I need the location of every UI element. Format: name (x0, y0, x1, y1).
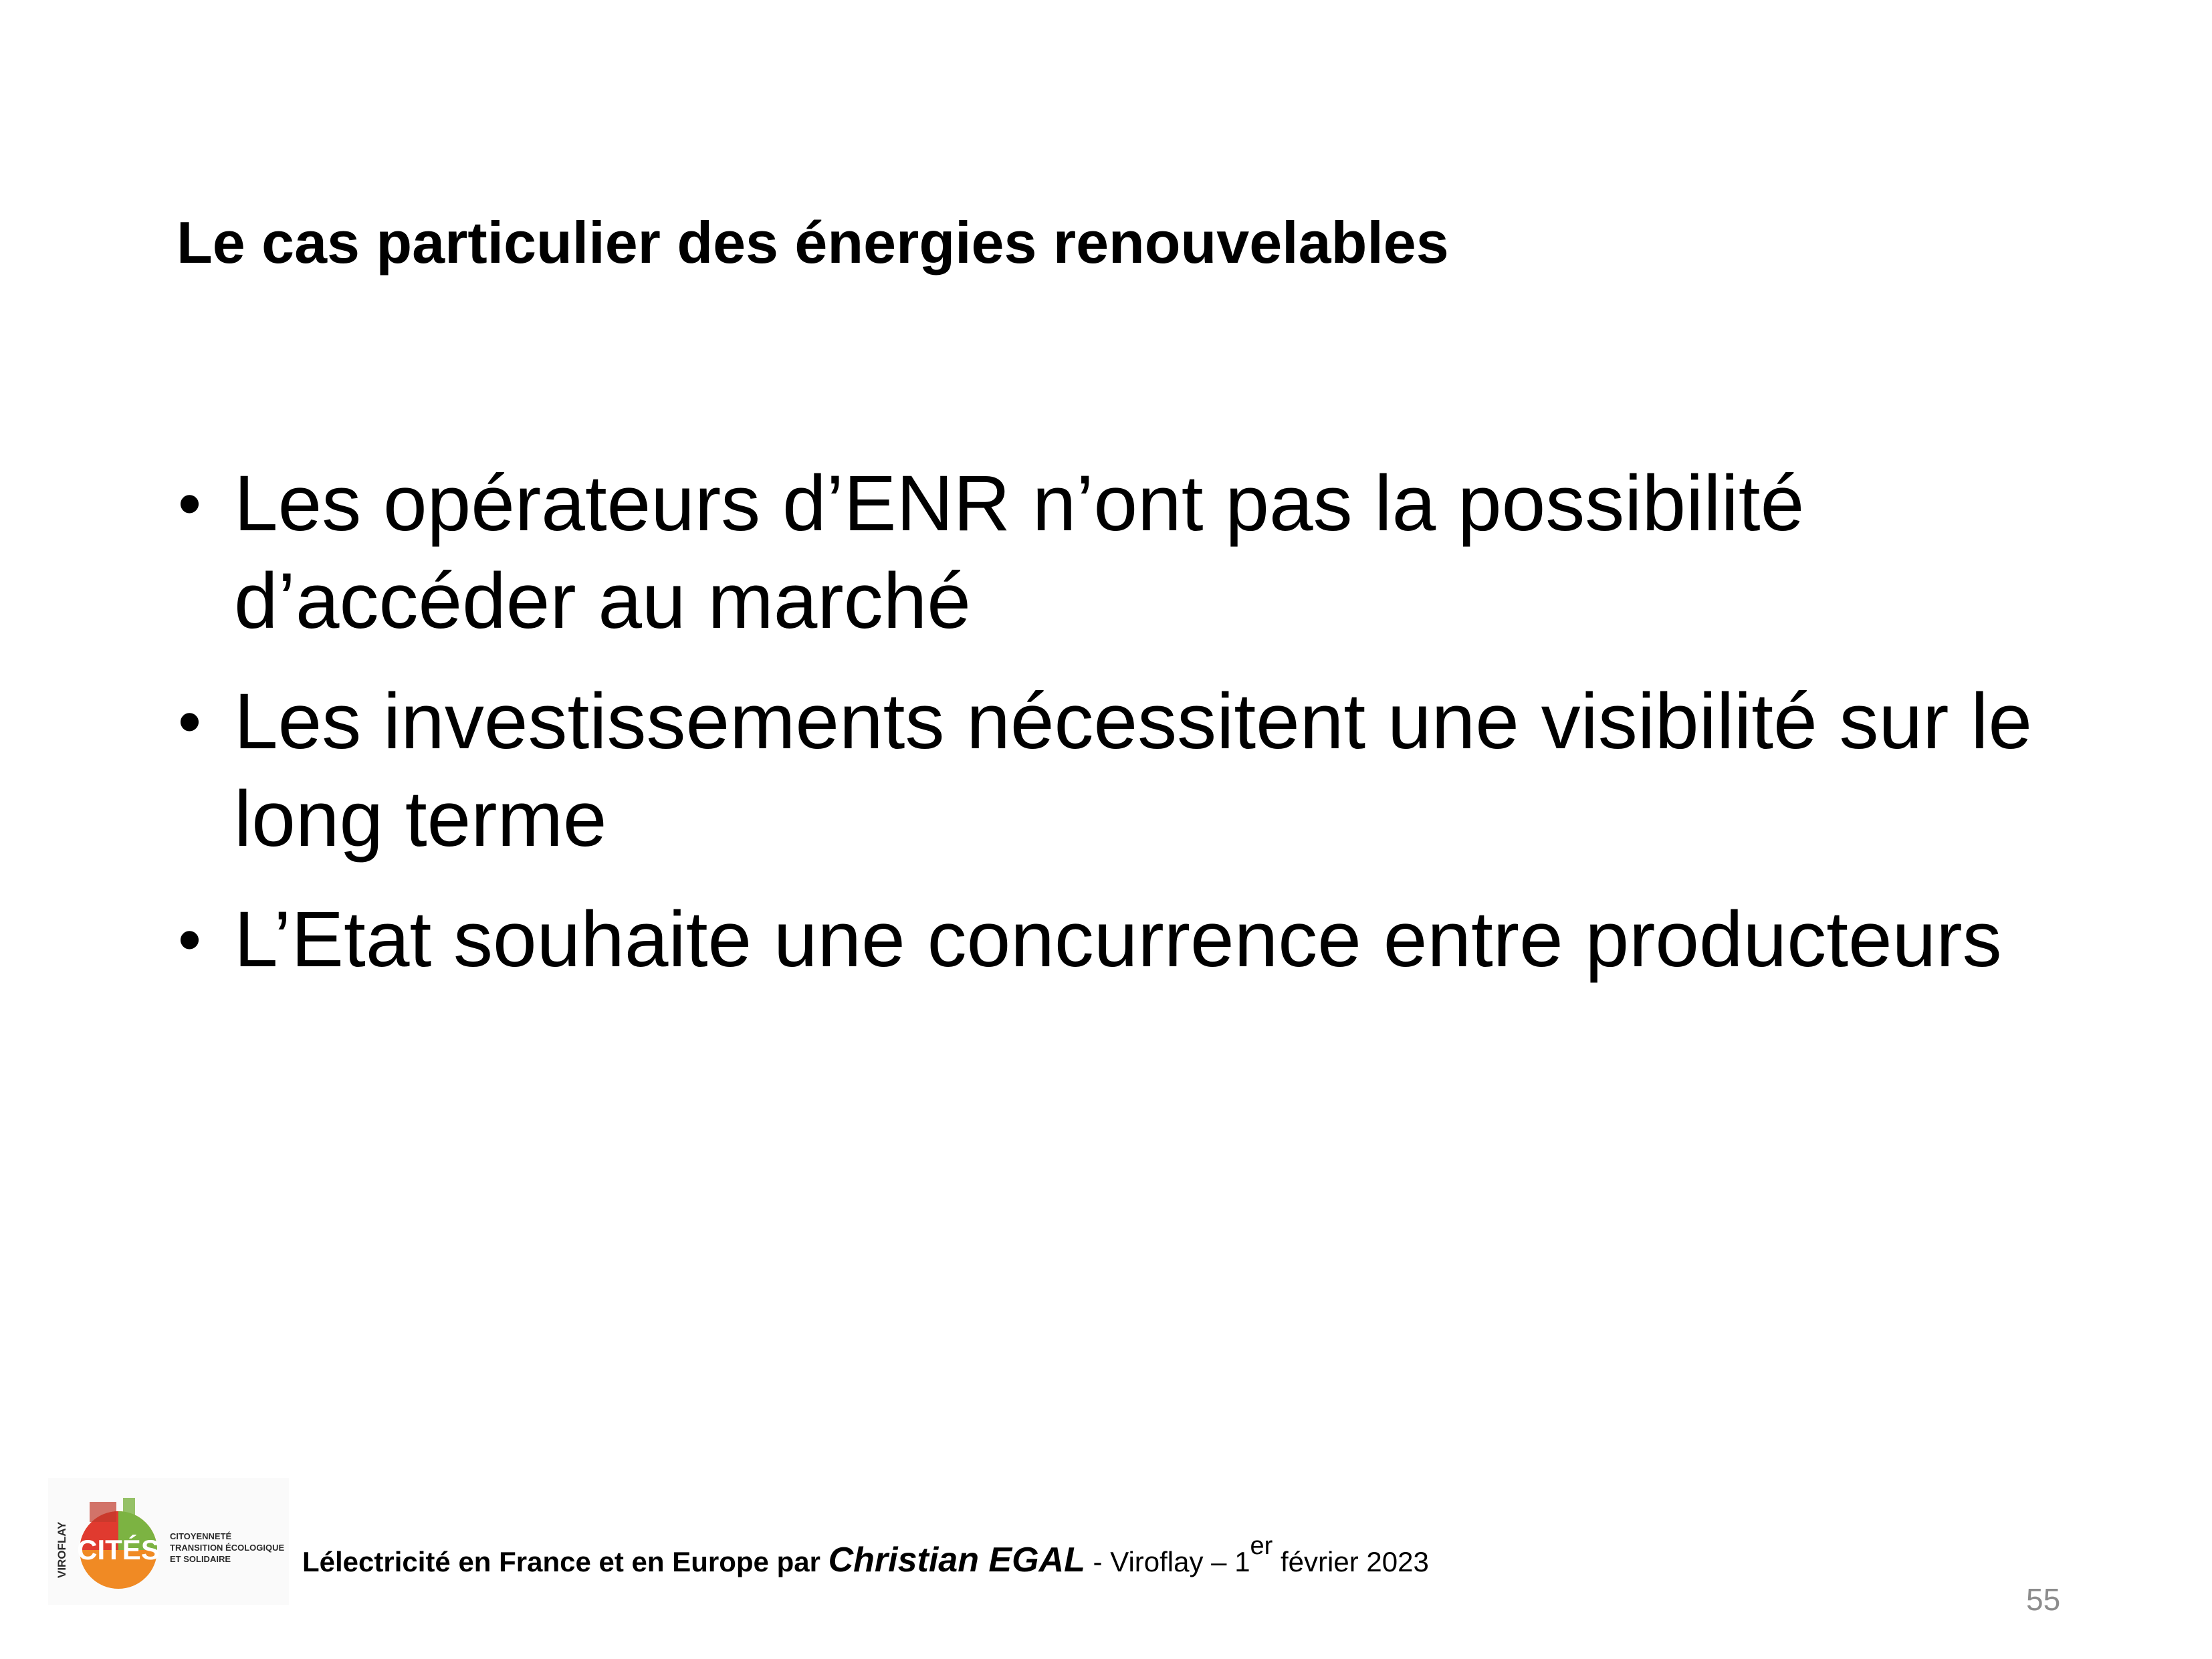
logo-tagline-2: TRANSITION ÉCOLOGIQUE (170, 1543, 285, 1553)
footer-place-date: - Viroflay – 1 (1093, 1546, 1250, 1577)
bullet-text: Les investissements nécessitent une visibilité sur le long terme (234, 677, 2033, 863)
footer-date-superscript: er (1250, 1532, 1273, 1560)
logo-building-icon (123, 1498, 135, 1522)
bullet-text: Les opérateurs d’ENR n’ont pas la possibilité d’accéder au marché (234, 459, 1805, 645)
bullet-item (174, 673, 2113, 868)
logo-name: CITÉS (77, 1534, 160, 1565)
page-number: 55 (2026, 1582, 2061, 1617)
footer-author: Christian EGAL (828, 1541, 1085, 1579)
cites-logo (48, 1478, 289, 1605)
bullet-item (174, 455, 2113, 650)
logo-side-text: VIROFLAY (56, 1521, 68, 1578)
bullet-list (174, 455, 2113, 1011)
bullet-item (174, 891, 2113, 988)
bullet-dot-icon: • (178, 466, 202, 541)
bullet-text: L’Etat souhaite une concurrence entre producteurs (234, 895, 2002, 984)
bullet-dot-icon: • (178, 902, 202, 977)
footer-text (302, 1532, 1429, 1580)
logo-tagline-3: ET SOLIDAIRE (170, 1554, 231, 1564)
slide-title: Le cas particulier des énergies renouvelables (177, 209, 1449, 275)
logo-tagline-1: CITOYENNETÉ (170, 1531, 232, 1541)
footer-date-suffix: février 2023 (1273, 1546, 1429, 1577)
logo-building-icon (90, 1502, 116, 1522)
bullet-dot-icon: • (178, 684, 202, 759)
footer-title: Lélectricité en France et en Europe par (302, 1546, 820, 1577)
